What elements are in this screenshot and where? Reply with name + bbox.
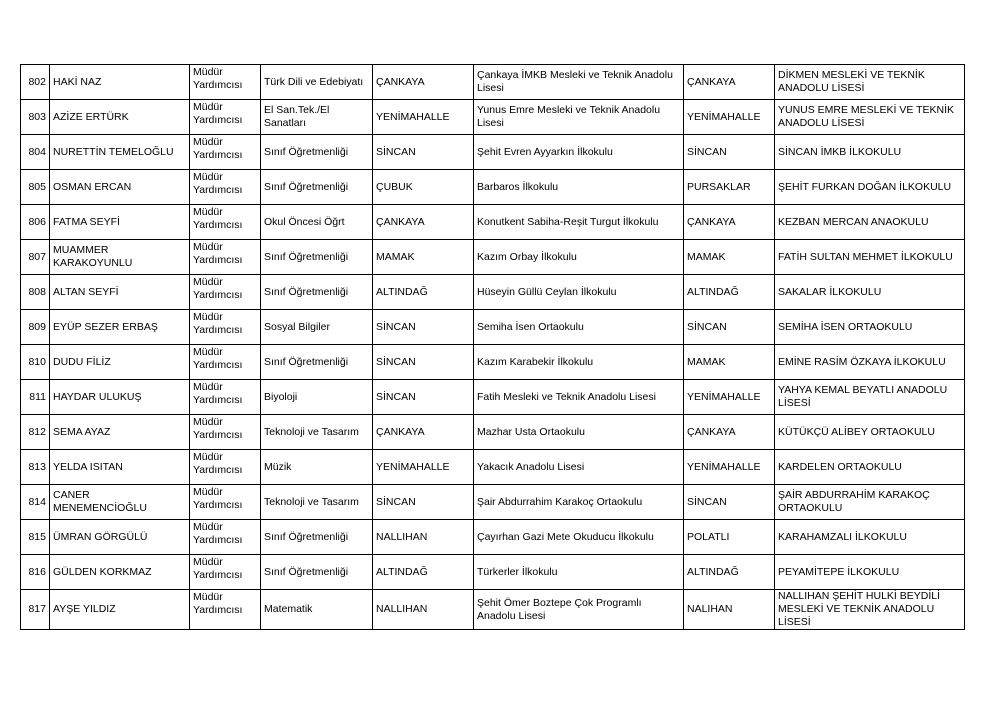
staff-role-cell: Müdür Yardımcısı	[190, 240, 261, 275]
assignment-table	[20, 64, 965, 630]
current-district-cell: NALLIHAN	[373, 590, 474, 630]
current-school-cell: Çankaya İMKB Mesleki ve Teknik Anadolu Lisesi	[474, 65, 684, 100]
row-number-cell: 803	[21, 100, 50, 135]
current-school-cell: Fatih Mesleki ve Teknik Anadolu Lisesi	[474, 380, 684, 415]
assigned-district-cell: POLATLI	[684, 520, 775, 555]
current-school-cell: Kazım Orbay İlkokulu	[474, 240, 684, 275]
table-row	[21, 135, 965, 170]
table-row	[21, 310, 965, 345]
table-row	[21, 485, 965, 520]
row-number-cell: 807	[21, 240, 50, 275]
assigned-school-cell: SEMİHA İSEN ORTAOKULU	[775, 310, 965, 345]
table-row	[21, 590, 965, 630]
assigned-school-cell: KEZBAN MERCAN ANAOKULU	[775, 205, 965, 240]
current-district-cell: ALTINDAĞ	[373, 275, 474, 310]
teaching-branch-cell: Sınıf Öğretmenliği	[261, 345, 373, 380]
assigned-district-cell: SİNCAN	[684, 310, 775, 345]
assigned-district-cell: YENİMAHALLE	[684, 380, 775, 415]
current-school-cell: Barbaros İlkokulu	[474, 170, 684, 205]
staff-role-cell: Müdür Yardımcısı	[190, 345, 261, 380]
row-number-cell: 804	[21, 135, 50, 170]
assigned-district-cell: YENİMAHALLE	[684, 450, 775, 485]
staff-role-cell: Müdür Yardımcısı	[190, 65, 261, 100]
staff-role-cell: Müdür Yardımcısı	[190, 520, 261, 555]
row-number-cell: 808	[21, 275, 50, 310]
staff-role-cell: Müdür Yardımcısı	[190, 170, 261, 205]
assigned-district-cell: SİNCAN	[684, 135, 775, 170]
current-district-cell: SİNCAN	[373, 310, 474, 345]
current-district-cell: ÇANKAYA	[373, 205, 474, 240]
row-number-cell: 810	[21, 345, 50, 380]
assigned-district-cell: ALTINDAĞ	[684, 555, 775, 590]
teaching-branch-cell: Sınıf Öğretmenliği	[261, 275, 373, 310]
current-school-cell: Çayırhan Gazi Mete Okuducu İlkokulu	[474, 520, 684, 555]
assigned-school-cell: KARDELEN ORTAOKULU	[775, 450, 965, 485]
assigned-district-cell: PURSAKLAR	[684, 170, 775, 205]
current-district-cell: NALLIHAN	[373, 520, 474, 555]
row-number-cell: 802	[21, 65, 50, 100]
staff-role-cell: Müdür Yardımcısı	[190, 275, 261, 310]
staff-name-cell: DUDU FİLİZ	[50, 345, 190, 380]
teaching-branch-cell: El San.Tek./El Sanatları	[261, 100, 373, 135]
row-number-cell: 816	[21, 555, 50, 590]
current-school-cell: Şair Abdurrahim Karakoç Ortaokulu	[474, 485, 684, 520]
staff-role-cell: Müdür Yardımcısı	[190, 415, 261, 450]
assigned-school-cell: DİKMEN MESLEKİ VE TEKNİK ANADOLU LİSESİ	[775, 65, 965, 100]
current-school-cell: Hüseyin Güllü Ceylan İlkokulu	[474, 275, 684, 310]
assigned-district-cell: ÇANKAYA	[684, 65, 775, 100]
staff-name-cell: OSMAN ERCAN	[50, 170, 190, 205]
assigned-school-cell: SAKALAR İLKOKULU	[775, 275, 965, 310]
teaching-branch-cell: Teknoloji ve Tasarım	[261, 485, 373, 520]
table-row	[21, 450, 965, 485]
row-number-cell: 817	[21, 590, 50, 630]
teaching-branch-cell: Biyoloji	[261, 380, 373, 415]
staff-role-cell: Müdür Yardımcısı	[190, 590, 261, 630]
teaching-branch-cell: Sosyal Bilgiler	[261, 310, 373, 345]
table-row	[21, 380, 965, 415]
staff-name-cell: AZİZE ERTÜRK	[50, 100, 190, 135]
assigned-district-cell: SİNCAN	[684, 485, 775, 520]
assigned-school-cell: ŞAİR ABDURRAHİM KARAKOÇ ORTAOKULU	[775, 485, 965, 520]
staff-name-cell: SEMA AYAZ	[50, 415, 190, 450]
table-row	[21, 240, 965, 275]
current-district-cell: YENİMAHALLE	[373, 450, 474, 485]
assigned-school-cell: KARAHAMZALI İLKOKULU	[775, 520, 965, 555]
current-school-cell: Kazım Karabekir İlkokulu	[474, 345, 684, 380]
staff-role-cell: Müdür Yardımcısı	[190, 205, 261, 240]
teaching-branch-cell: Sınıf Öğretmenliği	[261, 135, 373, 170]
assigned-district-cell: ALTINDAĞ	[684, 275, 775, 310]
table-row	[21, 100, 965, 135]
current-district-cell: MAMAK	[373, 240, 474, 275]
assigned-school-cell: YAHYA KEMAL BEYATLI ANADOLU LİSESİ	[775, 380, 965, 415]
table-row	[21, 205, 965, 240]
current-school-cell: Konutkent Sabiha-Reşit Turgut İlkokulu	[474, 205, 684, 240]
staff-role-cell: Müdür Yardımcısı	[190, 310, 261, 345]
staff-role-cell: Müdür Yardımcısı	[190, 100, 261, 135]
assigned-school-cell: YUNUS EMRE MESLEKİ VE TEKNİK ANADOLU LİSESİ	[775, 100, 965, 135]
table-row	[21, 415, 965, 450]
staff-name-cell: ALTAN SEYFİ	[50, 275, 190, 310]
current-school-cell: Yunus Emre Mesleki ve Teknik Anadolu Lisesi	[474, 100, 684, 135]
row-number-cell: 806	[21, 205, 50, 240]
teaching-branch-cell: Sınıf Öğretmenliği	[261, 240, 373, 275]
staff-name-cell: FATMA SEYFİ	[50, 205, 190, 240]
assigned-school-cell: ŞEHİT FURKAN DOĞAN İLKOKULU	[775, 170, 965, 205]
teaching-branch-cell: Sınıf Öğretmenliği	[261, 520, 373, 555]
staff-role-cell: Müdür Yardımcısı	[190, 380, 261, 415]
assigned-district-cell: NALIHAN	[684, 590, 775, 630]
staff-name-cell: EYÜP SEZER ERBAŞ	[50, 310, 190, 345]
current-school-cell: Türkerler İlkokulu	[474, 555, 684, 590]
teaching-branch-cell: Sınıf Öğretmenliği	[261, 555, 373, 590]
assigned-district-cell: MAMAK	[684, 240, 775, 275]
assigned-school-cell: NALLIHAN ŞEHİT HULKİ BEYDİLİ MESLEKİ VE TEKNİK ANADOLU LİSESİ	[775, 590, 965, 630]
table-row	[21, 345, 965, 380]
current-district-cell: SİNCAN	[373, 135, 474, 170]
current-district-cell: ÇANKAYA	[373, 415, 474, 450]
current-school-cell: Mazhar Usta Ortaokulu	[474, 415, 684, 450]
staff-name-cell: CANER MENEMENCİOĞLU	[50, 485, 190, 520]
table-body	[21, 65, 965, 630]
assigned-school-cell: EMİNE RASİM ÖZKAYA İLKOKULU	[775, 345, 965, 380]
teaching-branch-cell: Türk Dili ve Edebiyatı	[261, 65, 373, 100]
row-number-cell: 813	[21, 450, 50, 485]
row-number-cell: 811	[21, 380, 50, 415]
staff-name-cell: ÜMRAN GÖRGÜLÜ	[50, 520, 190, 555]
staff-name-cell: GÜLDEN KORKMAZ	[50, 555, 190, 590]
assigned-district-cell: YENİMAHALLE	[684, 100, 775, 135]
teaching-branch-cell: Sınıf Öğretmenliği	[261, 170, 373, 205]
teaching-branch-cell: Okul Öncesi Öğrt	[261, 205, 373, 240]
table-row	[21, 275, 965, 310]
table-row	[21, 555, 965, 590]
current-district-cell: SİNCAN	[373, 380, 474, 415]
current-district-cell: SİNCAN	[373, 345, 474, 380]
staff-name-cell: AYŞE YILDIZ	[50, 590, 190, 630]
current-district-cell: ÇANKAYA	[373, 65, 474, 100]
staff-name-cell: NURETTİN TEMELOĞLU	[50, 135, 190, 170]
assigned-school-cell: KÜTÜKÇÜ ALİBEY ORTAOKULU	[775, 415, 965, 450]
row-number-cell: 815	[21, 520, 50, 555]
current-district-cell: YENİMAHALLE	[373, 100, 474, 135]
row-number-cell: 814	[21, 485, 50, 520]
current-district-cell: SİNCAN	[373, 485, 474, 520]
assigned-school-cell: FATİH SULTAN MEHMET İLKOKULU	[775, 240, 965, 275]
teaching-branch-cell: Teknoloji ve Tasarım	[261, 415, 373, 450]
table-row	[21, 520, 965, 555]
staff-name-cell: MUAMMER KARAKOYUNLU	[50, 240, 190, 275]
staff-role-cell: Müdür Yardımcısı	[190, 450, 261, 485]
staff-role-cell: Müdür Yardımcısı	[190, 555, 261, 590]
staff-role-cell: Müdür Yardımcısı	[190, 135, 261, 170]
staff-name-cell: HAKİ NAZ	[50, 65, 190, 100]
current-district-cell: ALTINDAĞ	[373, 555, 474, 590]
current-district-cell: ÇUBUK	[373, 170, 474, 205]
row-number-cell: 812	[21, 415, 50, 450]
assigned-school-cell: PEYAMİTEPE İLKOKULU	[775, 555, 965, 590]
current-school-cell: Şehit Evren Ayyarkın İlkokulu	[474, 135, 684, 170]
table-row	[21, 170, 965, 205]
row-number-cell: 809	[21, 310, 50, 345]
staff-role-cell: Müdür Yardımcısı	[190, 485, 261, 520]
assigned-district-cell: ÇANKAYA	[684, 415, 775, 450]
current-school-cell: Semiha İsen Ortaokulu	[474, 310, 684, 345]
teaching-branch-cell: Matematik	[261, 590, 373, 630]
table-row	[21, 65, 965, 100]
assigned-school-cell: SİNCAN İMKB İLKOKULU	[775, 135, 965, 170]
row-number-cell: 805	[21, 170, 50, 205]
staff-name-cell: YELDA ISITAN	[50, 450, 190, 485]
current-school-cell: Yakacık Anadolu Lisesi	[474, 450, 684, 485]
current-school-cell: Şehit Ömer Boztepe Çok Programlı Anadolu Lisesi	[474, 590, 684, 630]
staff-name-cell: HAYDAR ULUKUŞ	[50, 380, 190, 415]
teaching-branch-cell: Müzik	[261, 450, 373, 485]
assigned-district-cell: MAMAK	[684, 345, 775, 380]
assigned-district-cell: ÇANKAYA	[684, 205, 775, 240]
